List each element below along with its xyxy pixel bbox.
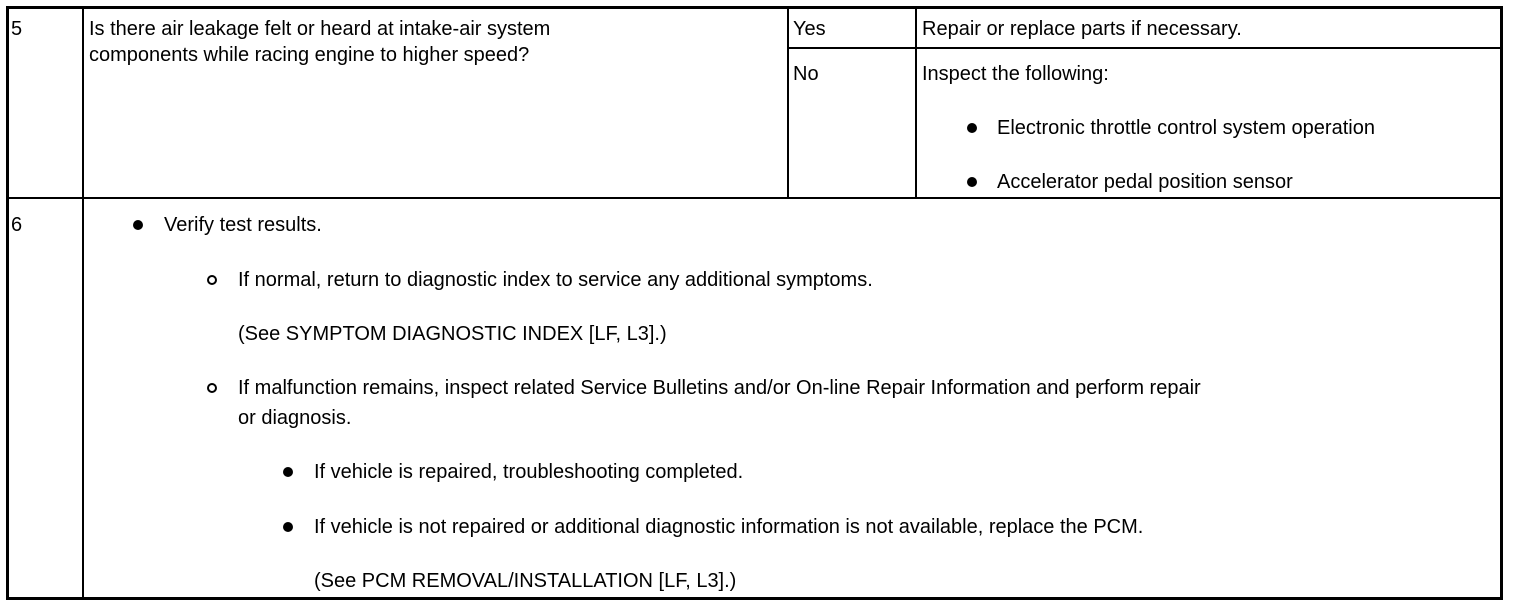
circle-bullet-icon — [207, 275, 217, 285]
col-divider-number — [82, 9, 84, 597]
step-5-number: 5 — [11, 18, 23, 40]
verify-results: Verify test results. — [164, 214, 322, 236]
step-5-question-line2: components while racing engine to higher speed? — [89, 44, 530, 66]
bullet-icon — [283, 467, 293, 477]
no-item-2: Accelerator pedal position sensor — [997, 171, 1293, 193]
no-item-1: Electronic throttle control system operation — [997, 117, 1375, 139]
bullet-icon — [133, 220, 143, 230]
if-normal: If normal, return to diagnostic index to service any additional symptoms. — [238, 269, 873, 291]
col-divider-yesno — [787, 9, 789, 197]
if-malfunction-line1: If malfunction remains, inspect related Service Bulletins and/or On-line Repair Information and perform repair — [238, 377, 1201, 399]
row-divider-yes-no — [788, 47, 1500, 49]
symptom-index-reference: (See SYMPTOM DIAGNOSTIC INDEX [LF, L3].) — [238, 323, 667, 345]
no-action: Inspect the following: — [922, 63, 1109, 85]
bullet-icon — [283, 522, 293, 532]
step-6-number: 6 — [11, 214, 23, 236]
yes-label: Yes — [793, 18, 826, 40]
col-divider-action — [915, 9, 917, 197]
troubleshooting-table — [6, 6, 1503, 600]
row-divider-step6 — [9, 197, 1500, 199]
if-repaired: If vehicle is repaired, troubleshooting completed. — [314, 461, 744, 483]
step-5-question-line1: Is there air leakage felt or heard at intake-air system — [89, 18, 551, 40]
if-malfunction-line2: or diagnosis. — [238, 407, 352, 429]
pcm-removal-reference: (See PCM REMOVAL/INSTALLATION [LF, L3].) — [314, 570, 737, 592]
bullet-icon — [967, 177, 977, 187]
yes-action: Repair or replace parts if necessary. — [922, 18, 1242, 40]
bullet-icon — [967, 123, 977, 133]
no-label: No — [793, 63, 819, 85]
if-not-repaired: If vehicle is not repaired or additional diagnostic information is not available, replace the PCM. — [314, 516, 1144, 538]
circle-bullet-icon — [207, 383, 217, 393]
